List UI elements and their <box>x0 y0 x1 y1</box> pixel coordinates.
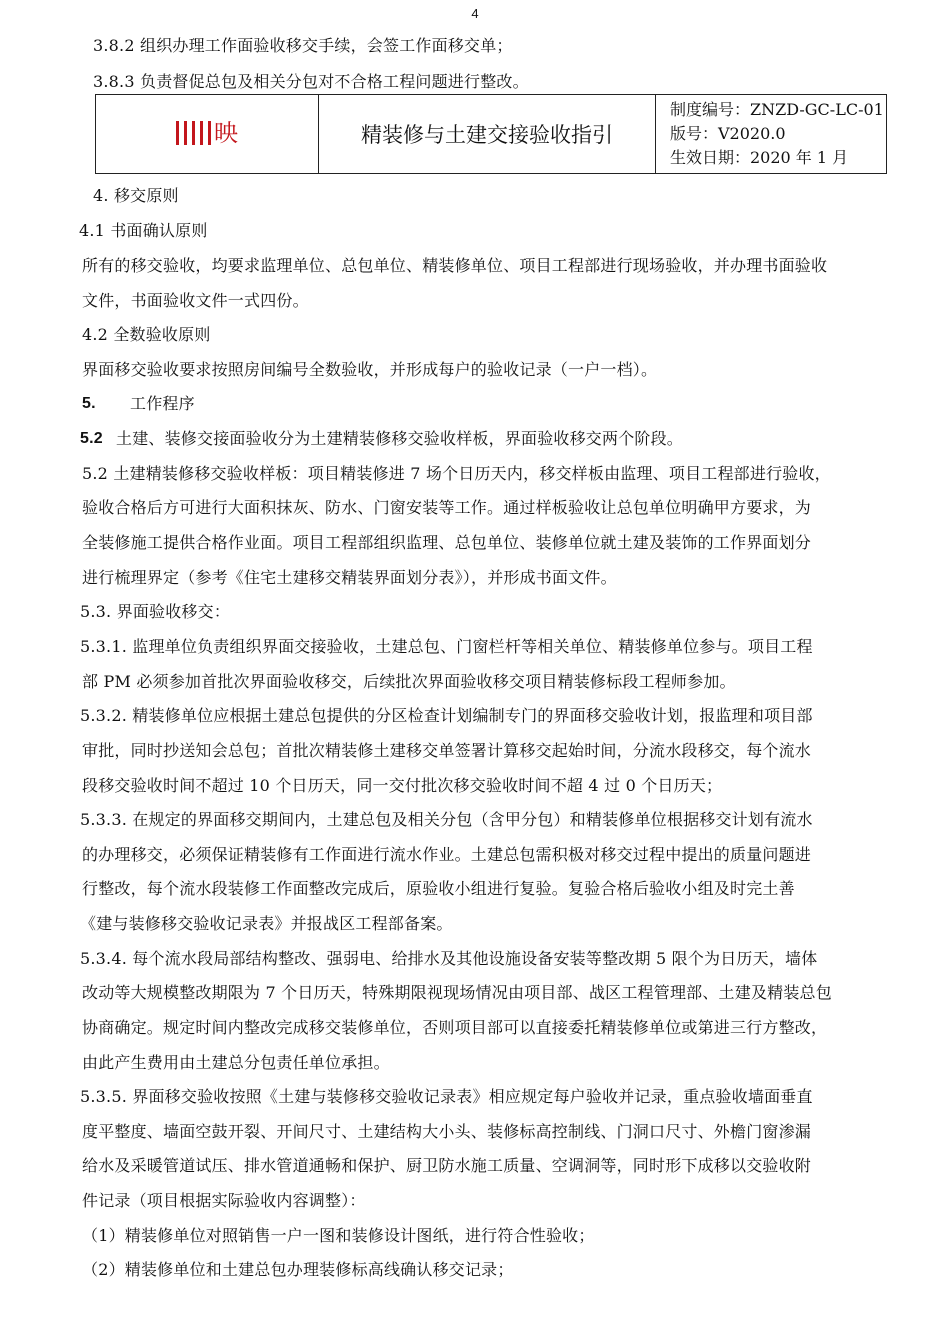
paragraph-line: 度平整度、墙面空鼓开裂、开间尺寸、土建结构大小头、装修标高控制线、门洞口尺寸、外檐门窗渗漏 <box>82 1122 812 1141</box>
paragraph-line: 《建与装修移交验收记录表》并报战区工程部备案。 <box>80 914 453 933</box>
paragraph-line: 土建、装修交接面验收分为土建精装修移交验收样板，界面验收移交两个阶段。 <box>116 429 684 448</box>
section-4-2-heading: 4.2 全数验收原则 <box>82 325 211 344</box>
section-5-3-heading: 5.3. 界面验收移交： <box>80 602 231 621</box>
page-number: 4 <box>471 6 479 21</box>
paragraph-line: 验收合格后方可进行大面积抹灰、防水、门窗安装等工作。通过样板验收让总包单位明确甲方要求，为 <box>82 498 812 517</box>
paragraph-line: 文件，书面验收文件一式四份。 <box>82 291 309 310</box>
list-item: （1）精装修单位对照销售一户一图和装修设计图纸，进行符合性验收； <box>82 1226 595 1245</box>
paragraph-line: 所有的移交验收，均要求监理单位、总包单位、精装修单位、项目工程部进行现场验收，并办理书面验收 <box>82 256 828 275</box>
paragraph-line: 给水及采暖管道试压、排水管道通畅和保护、厨卫防水施工质量、空调洞等，同时形下成移以交验收附 <box>82 1156 812 1175</box>
paragraph-line: 由此产生费用由土建总分包责任单位承担。 <box>82 1053 390 1072</box>
document-header-table <box>95 94 887 174</box>
paragraph-line: 协商确定。规定时间内整改完成移交装修单位，否则项目部可以直接委托精装修单位或第进三行方整改， <box>82 1018 828 1037</box>
paragraph-line: 5.3.1. 监理单位负责组织界面交接验收，土建总包、门窗栏杆等相关单位、精装修单位参与。项目工程 <box>80 637 813 656</box>
company-logo <box>176 119 238 147</box>
paragraph-line: 改动等大规模整改期限为 7 个日历天，特殊期限视现场情况由项目部、战区工程管理部、土建及精装总包 <box>82 983 832 1002</box>
section-5-2-number: 5.2 <box>80 430 103 447</box>
paragraph-line: 段移交验收时间不超过 10 个日历天，同一交付批次移交验收时间不超 4 过 0 个日历天； <box>82 776 723 795</box>
paragraph-line: 进行梳理界定（参考《住宅土建移交精装界面划分表》），并形成书面文件。 <box>82 568 617 587</box>
clause-3-8-2: 3.8.2 组织办理工作面验收移交手续，会签工作面移交单； <box>93 36 513 55</box>
paragraph-line: 5.3.2. 精装修单位应根据土建总包提供的分区检查计划编制专门的界面移交验收计划，报监理和项目部 <box>80 706 813 725</box>
paragraph-line: 的办理移交，必须保证精装修有工作面进行流水作业。土建总包需积极对移交过程中提出的质量问题进 <box>82 845 812 864</box>
section-5-number: 5. <box>82 395 96 412</box>
paragraph-line: 5.3.4. 每个流水段局部结构整改、强弱电、给排水及其他设施设备安装等整改期 5 限个为日历天，墙体 <box>80 949 818 968</box>
paragraph-line: 5.3.5. 界面移交验收按照《土建与装修移交验收记录表》相应规定每户验收并记录，重点验收墙面垂直 <box>80 1087 813 1106</box>
doc-version: 版号：V2020.0 <box>670 124 786 143</box>
doc-effective-date: 生效日期：2020 年 1 月 <box>670 148 849 167</box>
logo-text: 映 <box>214 119 238 147</box>
logo-bars-icon <box>176 121 211 145</box>
section-5-heading: 工作程序 <box>130 394 195 413</box>
list-item: （2）精装修单位和土建总包办理装修标高线确认移交记录； <box>82 1260 514 1279</box>
section-4-1-heading: 4.1 书面确认原则 <box>79 221 208 240</box>
document-meta <box>656 95 887 174</box>
paragraph-line: 部 PM 必须参加首批次界面验收移交，后续批次界面验收移交项目精装修标段工程师参加。 <box>82 672 736 691</box>
paragraph-line: 5.3.3. 在规定的界面移交期间内，土建总包及相关分包（含甲分包）和精装修单位根据移交计划有流水 <box>80 810 813 829</box>
logo-cell <box>96 95 319 174</box>
doc-number: 制度编号：ZNZD-GC-LC-01 <box>670 100 884 119</box>
paragraph-line: 行整改，每个流水段装修工作面整改完成后，原验收小组进行复验。复验合格后验收小组及时完土善 <box>82 879 795 898</box>
paragraph-line: 界面移交验收要求按照房间编号全数验收，并形成每户的验收记录（一户一档）。 <box>82 360 658 379</box>
paragraph-line: 全装修施工提供合格作业面。项目工程部组织监理、总包单位、装修单位就土建及装饰的工作界面划分 <box>82 533 812 552</box>
clause-3-8-3: 3.8.3 负责督促总包及相关分包对不合格工程问题进行整改。 <box>93 72 529 91</box>
paragraph-line: 件记录（项目根据实际验收内容调整）： <box>82 1191 366 1210</box>
paragraph-line: 审批，同时抄送知会总包；首批次精装修土建移交单签署计算移交起始时间，分流水段移交，每个流水 <box>82 741 812 760</box>
paragraph-line: 5.2 土建精装修移交验收样板：项目精装修进 7 场个日历天内，移交样板由监理、项目工程部进行验收， <box>82 464 831 483</box>
document-title: 精装修与土建交接验收指引 <box>319 95 656 174</box>
section-4-heading: 4. 移交原则 <box>93 186 179 205</box>
